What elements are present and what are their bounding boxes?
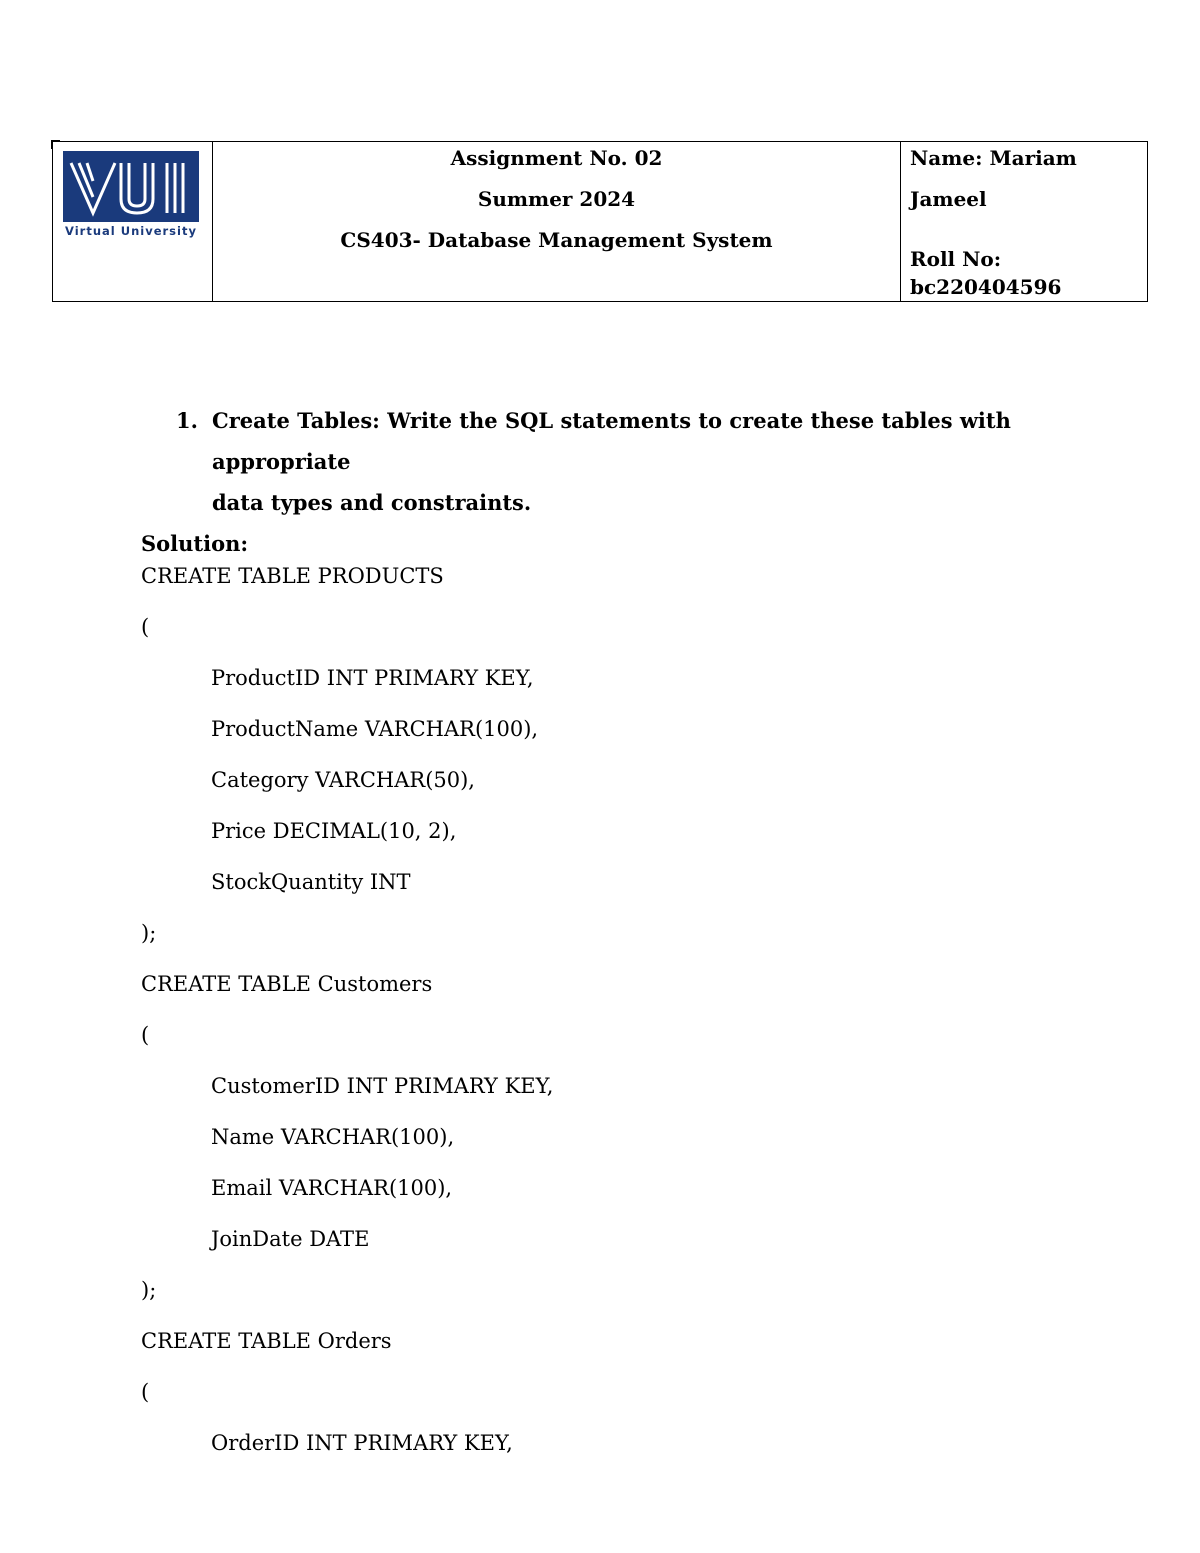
sql-code-line: Category VARCHAR(50), bbox=[211, 768, 475, 792]
question-number: 1. bbox=[176, 408, 198, 433]
assignment-content bbox=[141, 400, 1121, 1480]
student-info-cell bbox=[901, 142, 1147, 301]
sql-code-line: ( bbox=[141, 615, 150, 639]
logo-cell bbox=[53, 142, 213, 301]
header-table bbox=[52, 141, 1148, 302]
sql-code-line: CREATE TABLE Customers bbox=[141, 972, 433, 996]
sql-code-line: ); bbox=[141, 921, 157, 945]
roll-number: Roll No: bc220404596 bbox=[910, 247, 1062, 299]
sql-code-line: CREATE TABLE Orders bbox=[141, 1329, 392, 1353]
sql-code-block bbox=[141, 562, 1121, 1480]
sql-code-line: StockQuantity INT bbox=[211, 870, 411, 894]
sql-code-line: OrderID INT PRIMARY KEY, bbox=[211, 1431, 513, 1455]
sql-code-line: ProductName VARCHAR(100), bbox=[211, 717, 539, 741]
vu-letters-graphic bbox=[63, 151, 199, 222]
assignment-number: Assignment No. 02 bbox=[450, 146, 663, 170]
sql-code-line: ( bbox=[141, 1023, 150, 1047]
title-cell bbox=[213, 142, 901, 301]
solution-label: Solution: bbox=[141, 531, 249, 556]
sql-code-line: JoinDate DATE bbox=[211, 1227, 370, 1251]
sql-code-line: Name VARCHAR(100), bbox=[211, 1125, 455, 1149]
sql-code-line: ); bbox=[141, 1278, 157, 1302]
sql-code-line: CREATE TABLE PRODUCTS bbox=[141, 564, 444, 588]
university-logo bbox=[63, 151, 199, 241]
student-name-line2: Jameel bbox=[910, 187, 987, 211]
sql-code-line: ( bbox=[141, 1380, 150, 1404]
question-text-line2: data types and constraints. bbox=[212, 490, 532, 515]
sql-code-line: CustomerID INT PRIMARY KEY, bbox=[211, 1074, 554, 1098]
question-text-line1: Create Tables: Write the SQL statements to create these tables with appropriate bbox=[212, 408, 1011, 474]
sql-code-line: Price DECIMAL(10, 2), bbox=[211, 819, 457, 843]
semester: Summer 2024 bbox=[477, 187, 636, 211]
logo-caption: Virtual University bbox=[65, 224, 197, 238]
vu-logo-mark bbox=[63, 151, 199, 222]
question-item bbox=[141, 400, 1121, 523]
sql-code-line: Email VARCHAR(100), bbox=[211, 1176, 453, 1200]
student-name-line1: Name: Mariam bbox=[910, 146, 1077, 170]
course-title: CS403- Database Management System bbox=[340, 228, 773, 252]
sql-code-line: ProductID INT PRIMARY KEY, bbox=[211, 666, 534, 690]
